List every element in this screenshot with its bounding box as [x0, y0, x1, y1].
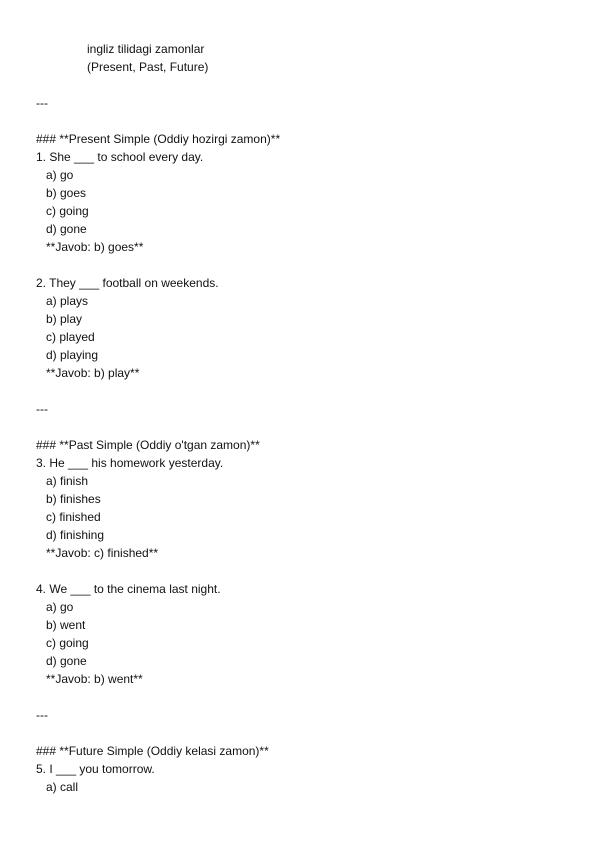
answer-option: c) going — [46, 204, 89, 218]
answer-key: **Javob: b) play** — [46, 366, 140, 380]
answer-key: **Javob: b) goes** — [46, 240, 144, 254]
section-heading: ### **Past Simple (Oddiy o'tgan zamon)** — [36, 438, 260, 452]
question-prompt: 4. We ___ to the cinema last night. — [36, 582, 221, 596]
section-heading: ### **Future Simple (Oddiy kelasi zamon)** — [36, 744, 269, 758]
answer-option: b) finishes — [46, 492, 101, 506]
separator: --- — [36, 708, 48, 722]
answer-option: d) finishing — [46, 528, 105, 542]
document-subtitle: (Present, Past, Future) — [87, 60, 209, 74]
question-prompt: 2. They ___ football on weekends. — [36, 276, 219, 290]
answer-option: a) plays — [46, 294, 89, 308]
answer-key: **Javob: c) finished** — [46, 546, 159, 560]
document-title: ingliz tilidagi zamonlar — [87, 42, 205, 56]
question-prompt: 1. She ___ to school every day. — [36, 150, 204, 164]
answer-option: d) gone — [46, 222, 87, 236]
answer-option: b) went — [46, 618, 86, 632]
answer-key: **Javob: b) went** — [46, 672, 143, 686]
question-prompt: 3. He ___ his homework yesterday. — [36, 456, 224, 470]
answer-option: d) gone — [46, 654, 87, 668]
section-heading: ### **Present Simple (Oddiy hozirgi zamon)** — [36, 132, 281, 146]
separator: --- — [36, 402, 48, 416]
answer-option: a) go — [46, 168, 74, 182]
answer-option: c) played — [46, 330, 95, 344]
question-prompt: 5. I ___ you tomorrow. — [36, 762, 155, 776]
answer-option: c) finished — [46, 510, 101, 524]
answer-option: a) go — [46, 600, 74, 614]
separator: --- — [36, 96, 48, 110]
answer-option: d) playing — [46, 348, 99, 362]
answer-option: a) call — [46, 780, 79, 794]
answer-option: a) finish — [46, 474, 89, 488]
answer-option: b) goes — [46, 186, 87, 200]
answer-option: c) going — [46, 636, 89, 650]
answer-option: b) play — [46, 312, 83, 326]
